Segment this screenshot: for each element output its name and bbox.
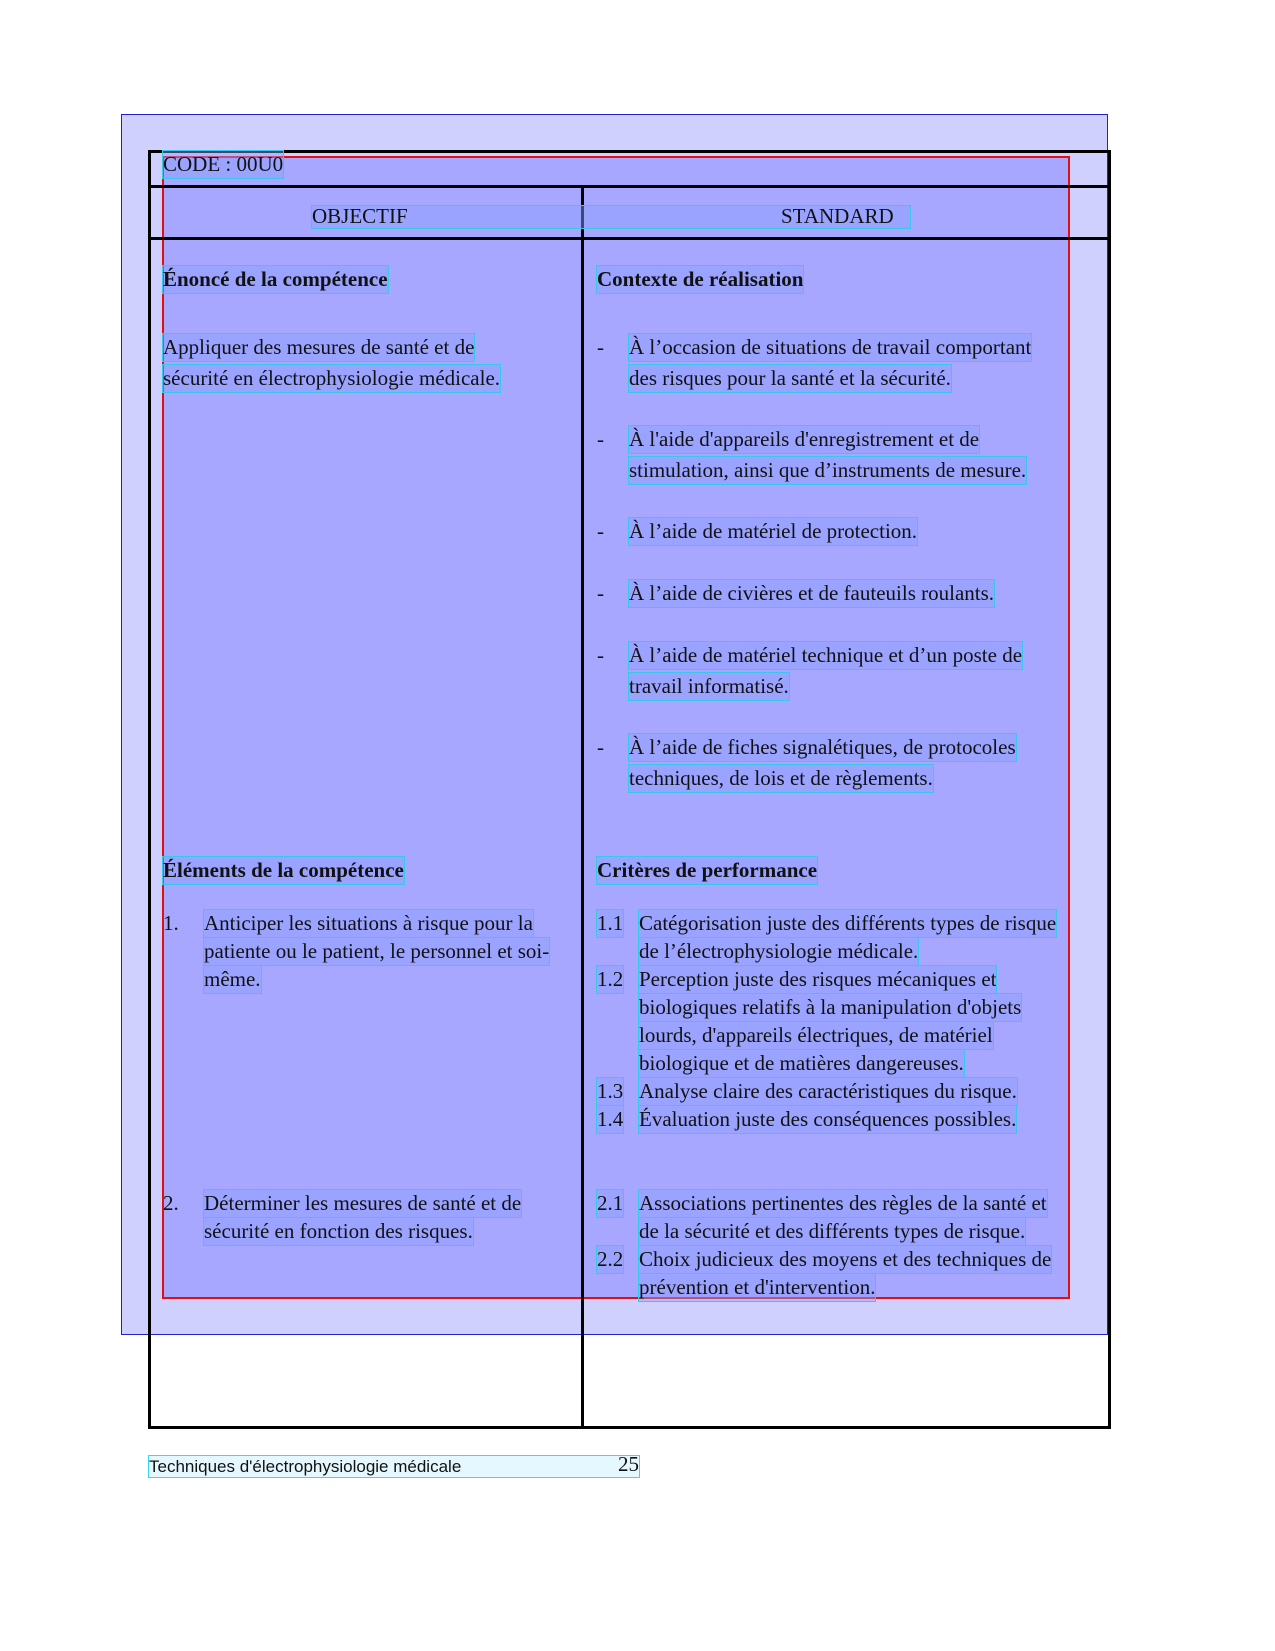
table-border-right xyxy=(1108,150,1111,1429)
element-text: même. xyxy=(204,967,261,991)
element-number: 2. xyxy=(163,1191,179,1215)
criteres-title: Critères de performance xyxy=(597,858,818,882)
critere-text: Choix judicieux des moyens et des techniques de xyxy=(639,1247,1052,1271)
element-text: Anticiper les situations à risque pour la xyxy=(204,911,533,935)
critere-text: prévention et d'intervention. xyxy=(639,1275,876,1299)
header-standard: STANDARD xyxy=(781,204,894,228)
contexte-bullet: - xyxy=(597,581,604,605)
critere-text: Évaluation juste des conséquences possibles. xyxy=(639,1107,1017,1131)
contexte-bullet: - xyxy=(597,519,604,543)
table-column-divider xyxy=(581,185,584,1429)
critere-text: Perception juste des risques mécaniques et xyxy=(639,967,997,991)
critere-text: biologiques relatifs à la manipulation d'objets xyxy=(639,995,1022,1019)
critere-text: Catégorisation juste des différents types de risque xyxy=(639,911,1057,935)
critere-number: 2.2 xyxy=(597,1247,624,1271)
element-text: sécurité en fonction des risques. xyxy=(204,1219,473,1243)
table-border-left xyxy=(148,150,151,1429)
contexte-item-text: À l'aide d'appareils d'enregistrement et de xyxy=(629,427,980,451)
contexte-item-text: stimulation, ainsi que d’instruments de mesure. xyxy=(629,458,1027,482)
critere-number: 1.3 xyxy=(597,1079,624,1103)
contexte-item-text: À l’occasion de situations de travail comportant xyxy=(629,335,1032,359)
contexte-item-text: techniques, de lois et de règlements. xyxy=(629,766,933,790)
contexte-item-text: des risques pour la santé et la sécurité. xyxy=(629,366,951,390)
contexte-title: Contexte de réalisation xyxy=(597,267,804,291)
critere-text: biologique et de matières dangereuses. xyxy=(639,1051,964,1075)
page-number: 25 xyxy=(618,1452,639,1476)
critere-text: lourds, d'appareils électriques, de matériel xyxy=(639,1023,993,1047)
elements-title: Éléments de la compétence xyxy=(163,858,404,882)
contexte-bullet: - xyxy=(597,643,604,667)
contexte-bullet: - xyxy=(597,735,604,759)
element-text: patiente ou le patient, le personnel et soi- xyxy=(204,939,550,963)
critere-text: de la sécurité et des différents types de risque. xyxy=(639,1219,1026,1243)
code-label: CODE : 00U0 xyxy=(163,152,284,176)
element-number: 1. xyxy=(163,911,179,935)
critere-number: 1.4 xyxy=(597,1107,624,1131)
contexte-item-text: À l’aide de fiches signalétiques, de protocoles xyxy=(629,735,1016,759)
contexte-bullet: - xyxy=(597,427,604,451)
critere-number: 2.1 xyxy=(597,1191,624,1215)
critere-text: Associations pertinentes des règles de la santé et xyxy=(639,1191,1047,1215)
contexte-item-text: À l’aide de matériel de protection. xyxy=(629,519,918,543)
element-text: Déterminer les mesures de santé et de xyxy=(204,1191,522,1215)
table-border-bottom xyxy=(148,1426,1111,1429)
contexte-bullet: - xyxy=(597,335,604,359)
table-rule-code xyxy=(148,185,1111,188)
footer-title: Techniques d'électrophysiologie médicale xyxy=(149,1457,462,1476)
critere-number: 1.2 xyxy=(597,967,624,991)
contexte-item-text: travail informatisé. xyxy=(629,674,789,698)
enonce-title: Énoncé de la compétence xyxy=(163,267,388,291)
enonce-text: sécurité en électrophysiologie médicale. xyxy=(163,366,501,390)
header-objectif: OBJECTIF xyxy=(312,204,408,228)
critere-text: de l’électrophysiologie médicale. xyxy=(639,939,919,963)
table-border-top xyxy=(148,150,1111,153)
contexte-item-text: À l’aide de civières et de fauteuils roulants. xyxy=(629,581,995,605)
critere-text: Analyse claire des caractéristiques du risque. xyxy=(639,1079,1017,1103)
enonce-text: Appliquer des mesures de santé et de xyxy=(163,335,475,359)
table-rule-header xyxy=(148,237,1111,240)
contexte-item-text: À l’aide de matériel technique et d’un poste de xyxy=(629,643,1023,667)
critere-number: 1.1 xyxy=(597,911,624,935)
